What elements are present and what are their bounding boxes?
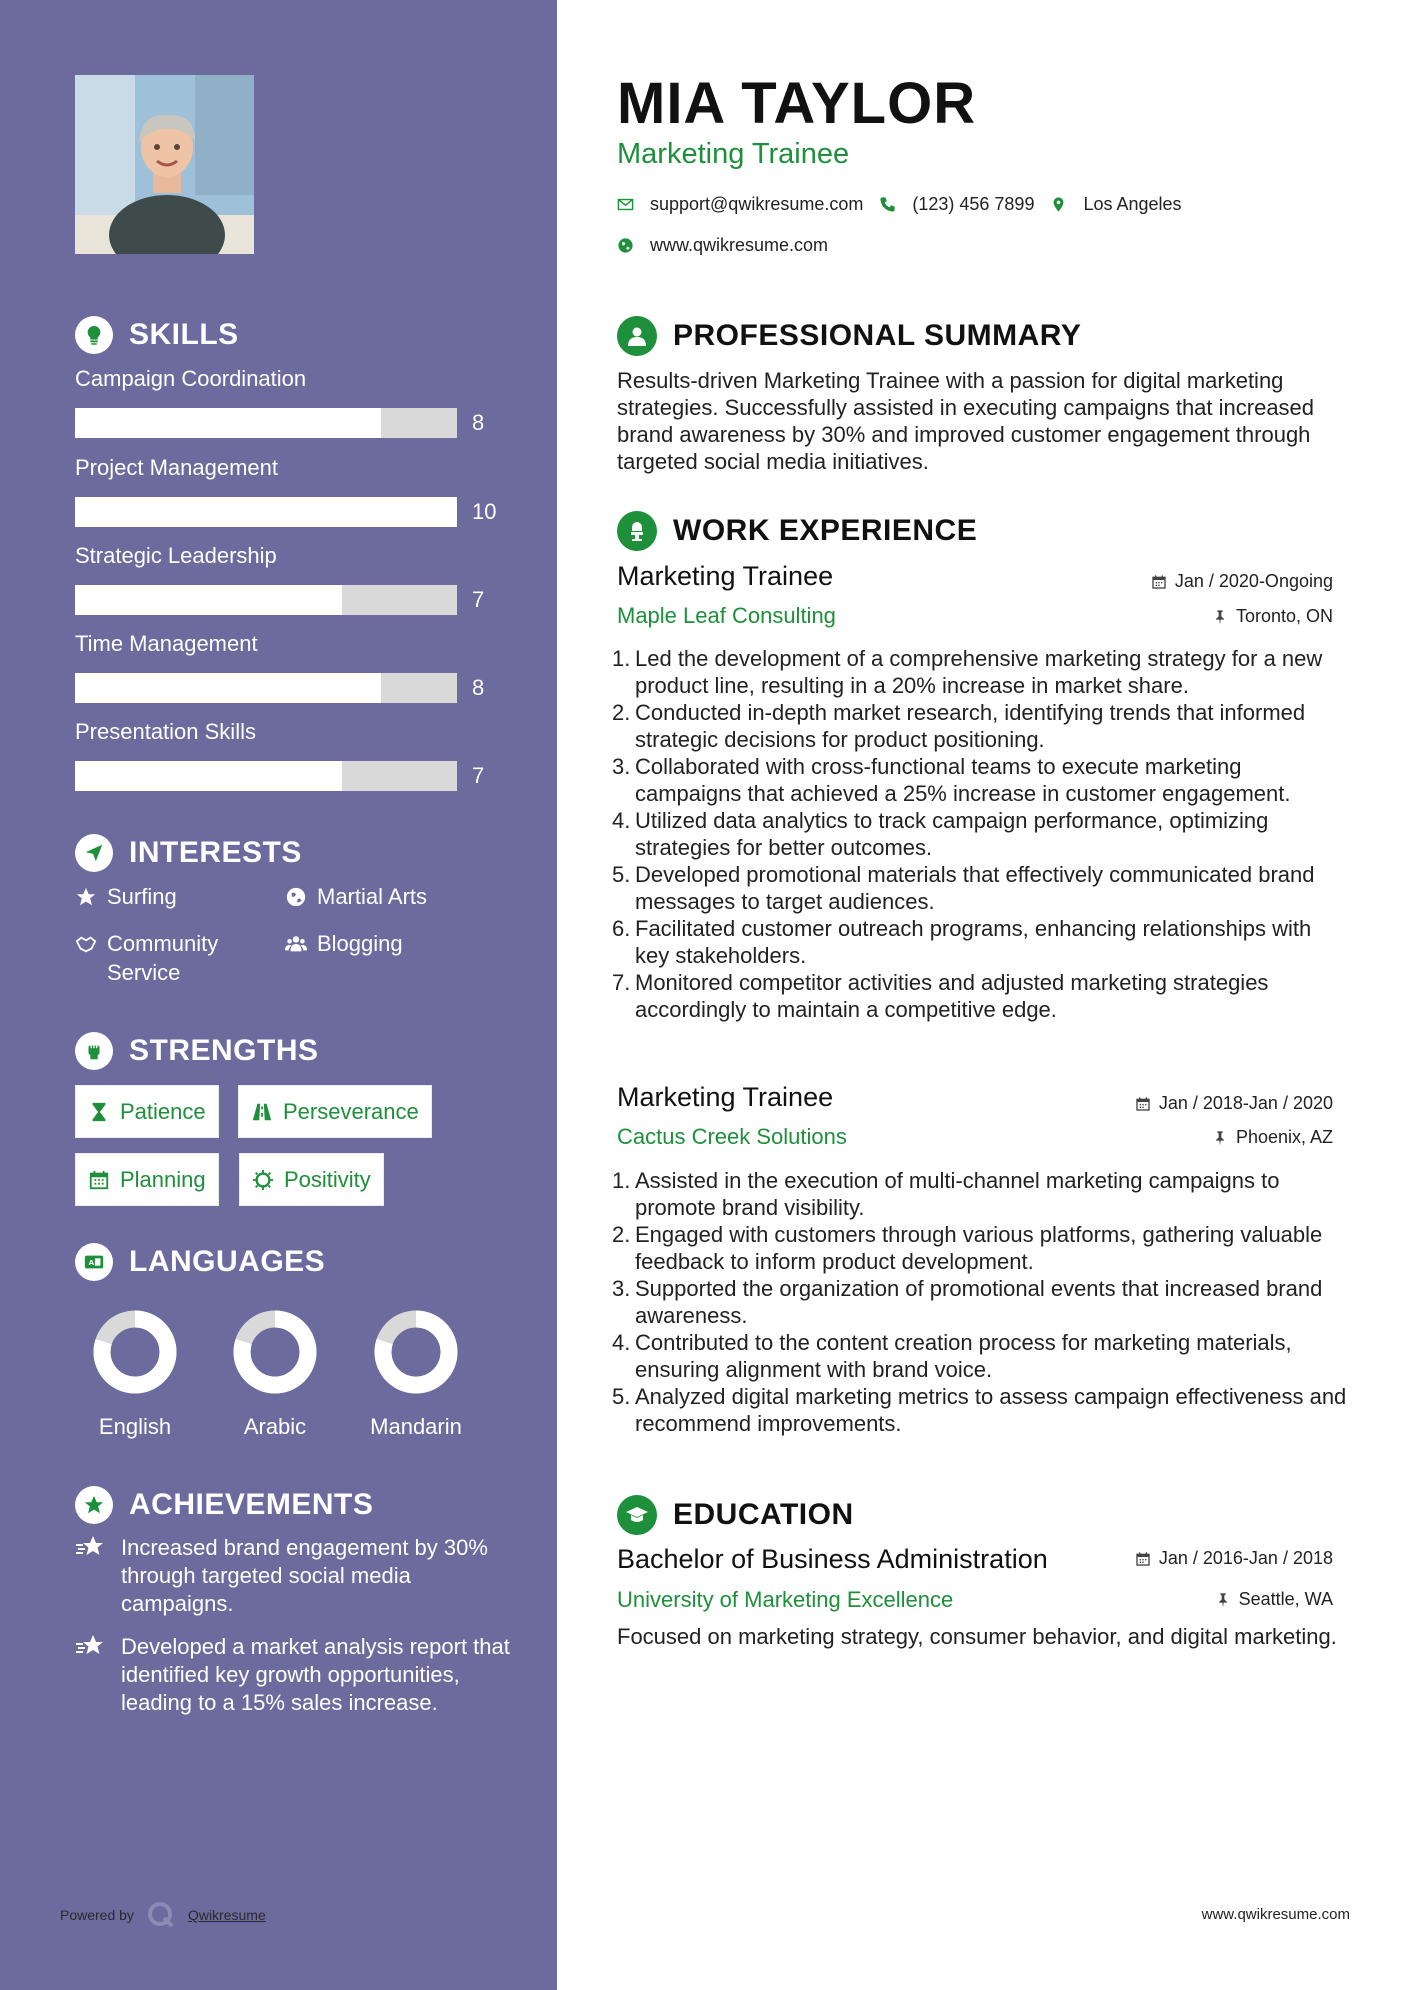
languages-heading-text: LANGUAGES [129,1245,326,1278]
language-name: Mandarin [370,1414,462,1439]
skill-value: 8 [472,410,485,435]
summary-text: Results-driven Marketing Trainee with a passion for digital marketing strategies. Successfully assisted in executing campaigns that increased brand awareness by 30% and improved customer engagement through targeted social media initiatives. [617,368,1315,474]
globe-icon [285,882,307,911]
briefcase-icon [617,511,657,551]
strength-tag [239,1153,384,1206]
job-bullets [612,645,1347,1023]
calendar-icon [1135,1551,1151,1567]
language-ring [93,1310,177,1394]
language-ring [374,1310,458,1394]
bullet-text: Monitored competitor activities and adjusted marketing strategies accordingly to maintain a competitive edge. [635,970,1269,1022]
handshake-icon [75,929,97,958]
profile-photo [75,75,254,254]
email-link[interactable]: support@qwikresume.com [650,194,864,214]
language-name: English [98,1414,172,1439]
skill-bar-fill [75,585,342,615]
list-item: 4. Contributed to the content creation process for marketing materials, ensuring alignment with brand voice. [612,1330,1292,1382]
list-item: 6. Facilitated customer outreach programs, enhancing relationships with key stakeholders. [612,916,1312,968]
skill-name: Project Management [75,455,278,480]
qwikresume-logo-icon [146,1900,176,1930]
skill-value: 8 [472,675,485,700]
education-dates-text: Jan / 2016-Jan / 2018 [1158,1548,1333,1568]
fist-icon [75,1032,113,1070]
powered-by-label: Powered by [60,1907,134,1923]
strength-label: Planning [120,1166,206,1192]
svg-text:A: A [88,1258,95,1268]
language-item [210,1310,340,1440]
interest-item [285,929,403,958]
bullet-text: Led the development of a comprehensive marketing strategy for a new product line, resulting in a 20% increase in market share. [635,646,1323,698]
achievements-heading [75,1486,373,1524]
road-icon [251,1101,273,1123]
calendar-icon [1135,1096,1151,1112]
experience-heading-text: WORK EXPERIENCE [673,514,978,547]
strengths-heading-text: STRENGTHS [129,1034,319,1067]
strengths-heading [75,1032,319,1070]
strength-tag [75,1085,219,1138]
skill-bar [75,673,457,703]
achievement-item [75,1633,515,1717]
star-badge-icon [75,1486,113,1524]
skill-bar [75,408,457,438]
pushpin-icon [1215,1592,1231,1608]
strength-tag [238,1085,432,1138]
education-text: Focused on marketing strategy, consumer behavior, and digital marketing. [617,1624,1337,1649]
skill-bar-fill [75,408,381,438]
job-title: Marketing Trainee [617,1082,834,1112]
bullet-text: Facilitated customer outreach programs, enhancing relationships with key stakeholders. [635,916,1312,968]
skill-bar [75,761,457,791]
bullet-text: Contributed to the content creation process for marketing materials, ensuring alignment with brand voice. [635,1330,1292,1382]
bullet-text: Developed promotional materials that effectively communicated brand messages to target audiences. [635,862,1315,914]
job-company: Maple Leaf Consulting [617,603,836,628]
skill-item [75,455,497,524]
interest-label: Community Service [107,931,219,985]
strength-label: Perseverance [283,1098,419,1124]
skill-name: Strategic Leadership [75,543,277,568]
education-heading [617,1495,854,1535]
paper-plane-icon [75,834,113,872]
bullet-text: Assisted in the execution of multi-channel marketing campaigns to promote brand visibility. [635,1168,1280,1220]
website-row [617,235,828,256]
pushpin-icon [1212,1130,1228,1146]
achievement-text: Increased brand engagement by 30% through targeted social media campaigns. [121,1535,488,1616]
users-icon [285,929,307,958]
job-location-text: Toronto, ON [1235,606,1333,626]
star-icon [75,882,97,911]
job-bullets [612,1167,1347,1437]
interest-item [75,929,260,987]
list-item: 2. Engaged with customers through various platforms, gathering valuable feedback to inform product development. [612,1222,1323,1274]
shooting-star-icon [75,1633,107,1661]
education-location-text: Seattle, WA [1238,1589,1333,1609]
job-dates-text: Jan / 2018-Jan / 2020 [1158,1093,1333,1113]
envelope-icon [617,196,634,213]
list-item: 4. Utilized data analytics to track campaign performance, optimizing strategies for better outcomes. [612,808,1269,860]
interest-label: Martial Arts [317,884,428,909]
language-item [351,1310,481,1440]
contact-row [617,194,1182,215]
skill-value: 10 [472,499,497,524]
phone-icon [879,196,896,213]
skill-name: Campaign Coordination [75,366,307,391]
bullet-text: Utilized data analytics to track campaign performance, optimizing strategies for better outcomes. [635,808,1269,860]
summary-heading-text: PROFESSIONAL SUMMARY [673,319,1082,352]
summary-heading [617,316,1081,356]
education-degree: Bachelor of Business Administration [617,1544,1048,1574]
bullet-text: Collaborated with cross-functional teams to execute marketing campaigns that achieved a 25% increase in customer engagement. [635,754,1291,806]
interest-label: Surfing [107,884,177,909]
candidate-title: Marketing Trainee [617,138,850,170]
job-dates [1151,571,1333,592]
skills-heading [75,316,239,354]
map-pin-icon [1050,196,1067,213]
experience-heading [617,511,977,551]
job-location [1212,1127,1333,1148]
skill-item [75,543,495,612]
bullet-text: Analyzed digital marketing metrics to assess campaign effectiveness and recommend improvements. [635,1384,1347,1436]
calendar-icon [88,1169,110,1191]
education-heading-text: EDUCATION [673,1498,854,1531]
hourglass-icon [88,1101,110,1123]
strength-label: Positivity [284,1166,371,1192]
candidate-name: MIA TAYLOR [617,71,977,136]
interest-item [285,882,427,911]
job-location [1212,606,1333,627]
website-link[interactable]: www.qwikresume.com [650,235,829,255]
skill-item [75,631,495,700]
interests-heading-text: INTERESTS [129,836,302,869]
graduation-cap-icon [617,1495,657,1535]
list-item: 3. Collaborated with cross-functional teams to execute marketing campaigns that achieved a 25% increase in customer engagement. [612,754,1291,806]
education-dates [1135,1548,1333,1569]
language-item [70,1310,200,1440]
list-item: 7. Monitored competitor activities and adjusted marketing strategies accordingly to maintain a competitive edge. [612,970,1269,1022]
strength-label: Patience [120,1098,206,1124]
skill-bar-fill [75,761,342,791]
calendar-icon [1151,574,1167,590]
skill-name: Time Management [75,631,258,656]
phone-text: (123) 456 7899 [912,194,1035,214]
interests-heading [75,834,302,872]
list-item: 5. Developed promotional materials that effectively communicated brand messages to target audiences. [612,862,1315,914]
globe-icon [617,237,634,254]
job-dates [1135,1093,1333,1114]
pushpin-icon [1212,609,1228,625]
sun-icon [252,1169,274,1191]
language-icon [75,1243,113,1281]
list-item: 3. Supported the organization of promotional events that increased brand awareness. [612,1276,1323,1328]
job-title: Marketing Trainee [617,561,834,591]
skill-value: 7 [472,763,485,788]
strength-tag [75,1153,219,1206]
skill-item [75,366,495,435]
skill-bar [75,585,457,615]
location-text: Los Angeles [1083,194,1182,214]
bullet-text: Engaged with customers through various platforms, gathering valuable feedback to inform product development. [635,1222,1323,1274]
shooting-star-icon [75,1534,107,1562]
education-location [1215,1589,1333,1610]
job-location-text: Phoenix, AZ [1235,1127,1333,1147]
skill-bar-fill [75,497,457,527]
list-item: 1. Assisted in the execution of multi-channel marketing campaigns to promote brand visibility. [612,1168,1280,1220]
user-icon [617,316,657,356]
job-company: Cactus Creek Solutions [617,1124,847,1149]
achievement-text: Developed a market analysis report that identified key growth opportunities, leading to a 15% sales increase. [121,1634,510,1715]
list-item: 2. Conducted in-depth market research, identifying trends that informed strategic decisions for product positioning. [612,700,1306,752]
sidebar [0,0,557,1990]
skills-heading-text: SKILLS [129,318,239,351]
skill-bar-fill [75,673,381,703]
job-dates-text: Jan / 2020-Ongoing [1174,571,1333,591]
footer-url[interactable]: www.qwikresume.com [1201,1906,1350,1923]
language-ring [233,1310,317,1394]
skill-item [75,719,495,788]
list-item: 5. Analyzed digital marketing metrics to assess campaign effectiveness and recommend improvements. [612,1384,1347,1436]
skill-name: Presentation Skills [75,719,256,744]
interest-label: Blogging [317,931,403,956]
bullet-text: Supported the organization of promotional events that increased brand awareness. [635,1276,1323,1328]
achievement-item [75,1534,515,1618]
achievements-heading-text: ACHIEVEMENTS [129,1488,374,1521]
language-name: Arabic [243,1414,307,1439]
skill-bar [75,497,457,527]
lightbulb-icon [75,316,113,354]
education-school: University of Marketing Excellence [617,1587,954,1612]
powered-by [60,1900,266,1930]
interest-item [75,882,177,911]
languages-heading [75,1243,325,1281]
skill-value: 7 [472,587,485,612]
qwikresume-link[interactable]: Qwikresume [187,1907,266,1923]
bullet-text: Conducted in-depth market research, identifying trends that informed strategic decisions for product positioning. [635,700,1306,752]
list-item: 1. Led the development of a comprehensive marketing strategy for a new product line, resulting in a 20% increase in market share. [612,646,1323,698]
